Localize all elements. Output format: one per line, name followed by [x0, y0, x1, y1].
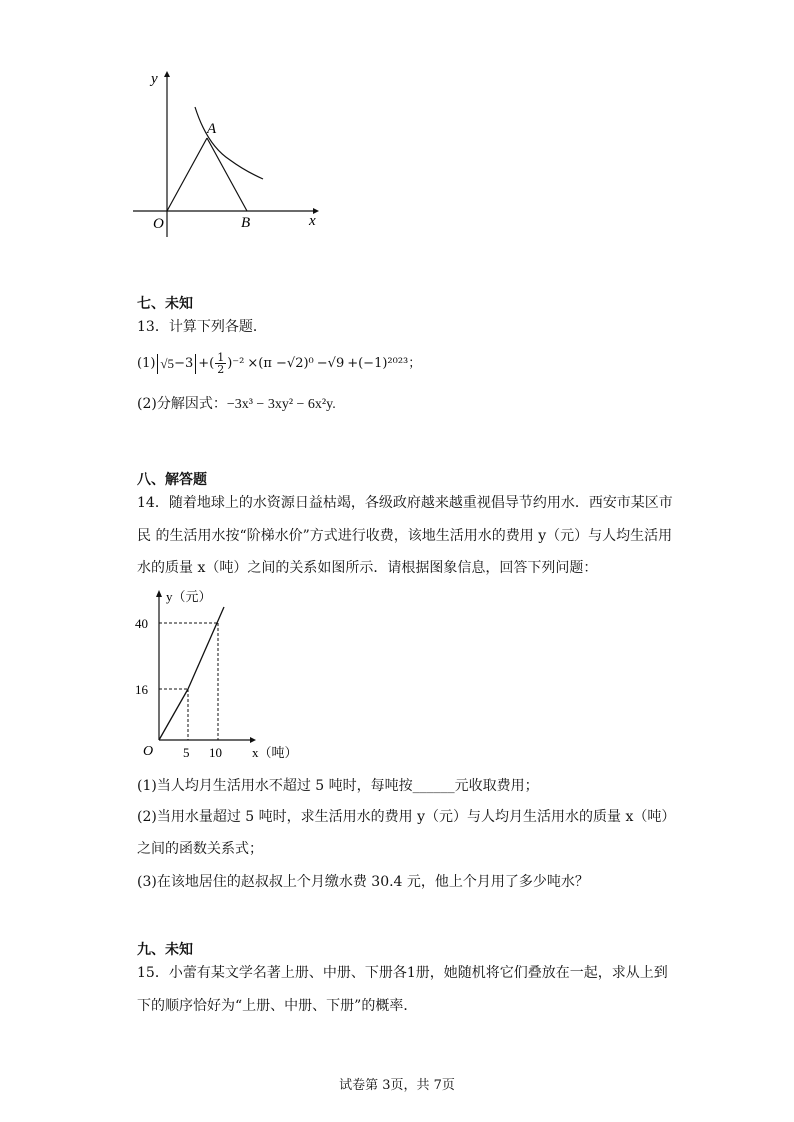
y-axis-arrow — [164, 71, 170, 77]
q14-part1: (1)当人均月生活用水不超过 5 吨时，每吨按______元收取费用； — [137, 778, 539, 794]
q13-times-pi: ×(π − — [247, 356, 287, 371]
q13-half-denominator: 2 — [217, 363, 225, 376]
page-footer: 试卷第 3页，共 7页 — [339, 1078, 455, 1093]
graph-origin: O — [143, 744, 154, 759]
q13-part2-expr: −3x³ − 3xy² − 6x²y. — [226, 397, 336, 412]
section8-heading: 八、解答题 — [137, 472, 207, 488]
graph-ytick-40: 40 — [135, 616, 148, 631]
q14-part2-line1: (2)当用水量超过 5 吨时，求生活用水的费用 y（元）与人均月生活用水的质量 x（吨） — [137, 809, 676, 825]
section9-heading: 九、未知 — [137, 942, 193, 958]
hyperbola-curve — [195, 107, 263, 179]
q13-pow0: )⁰ — [303, 356, 314, 371]
label-A: A — [207, 121, 217, 137]
q14-line3: 水的质量 x（吨）之间的关系如图所示．请根据图象信息，回答下列问题： — [137, 560, 598, 576]
q13-part1 — [137, 352, 421, 375]
q13-sqrt2: √2 — [286, 356, 304, 371]
q13-stem: 13．计算下列各题． — [137, 319, 267, 335]
q13-close-pow: )⁻² — [227, 356, 245, 371]
q13-minus-sqrt9: −√9 — [316, 356, 345, 371]
graph-y-arrow — [156, 590, 162, 597]
graph-segment-1 — [159, 689, 188, 740]
q13-plus-open: +( — [198, 356, 215, 371]
graph-x-arrow — [250, 737, 256, 743]
q13-semicolon: ； — [408, 356, 422, 371]
q13-fraction-half — [215, 352, 226, 375]
label-x: x — [309, 213, 316, 229]
graph-xtick-10: 10 — [209, 745, 222, 760]
triangle-hyperbola-figure — [125, 65, 335, 240]
graph-xlabel: x（吨） — [252, 745, 298, 760]
q14-line2: 民 的生活用水按“阶梯水价”方式进行收费，该地生活用水的费用 y（元）与人均生活用 — [137, 528, 673, 544]
q14-line1: 14．随着地球上的水资源日益枯竭，各级政府越来越重视倡导节约用水．西安市某区市 — [137, 495, 673, 511]
q15-line2: 下的顺序恰好为“上册、中册、下册”的概率． — [137, 998, 418, 1014]
label-O: O — [153, 216, 164, 232]
graph-xtick-5: 5 — [183, 745, 190, 760]
graph-ytick-16: 16 — [135, 682, 148, 697]
water-fee-graph — [130, 585, 310, 765]
section7-heading: 七、未知 — [137, 296, 193, 312]
q13-plus-neg1: +(−1)²⁰²³ — [347, 356, 409, 371]
q13-abs-value — [157, 354, 196, 374]
q14-part2-line2: 之间的函数关系式； — [137, 841, 263, 857]
q13-part2 — [137, 397, 336, 412]
segment-AB — [207, 138, 247, 211]
q13-sqrt5: √5 — [160, 356, 175, 371]
q13-minus3: −3 — [174, 356, 194, 371]
label-B: B — [241, 215, 251, 231]
q13-part2-prefix: (2)分解因式： — [137, 396, 227, 412]
q14-part3: (3)在该地居住的赵叔叔上个月缴水费 30.4 元，他上个月用了多少吨水？ — [137, 874, 589, 890]
q15-line1: 15．小蕾有某文学名著上册、中册、下册各1册，她随机将它们叠放在一起，求从上到 — [137, 965, 668, 981]
q13-part1-prefix: (1) — [137, 356, 156, 371]
label-y: y — [151, 71, 158, 87]
q13-half-numerator: 1 — [217, 351, 225, 364]
segment-OA — [167, 138, 207, 211]
graph-ylabel: y（元） — [166, 589, 212, 604]
graph-segment-2 — [188, 607, 224, 689]
